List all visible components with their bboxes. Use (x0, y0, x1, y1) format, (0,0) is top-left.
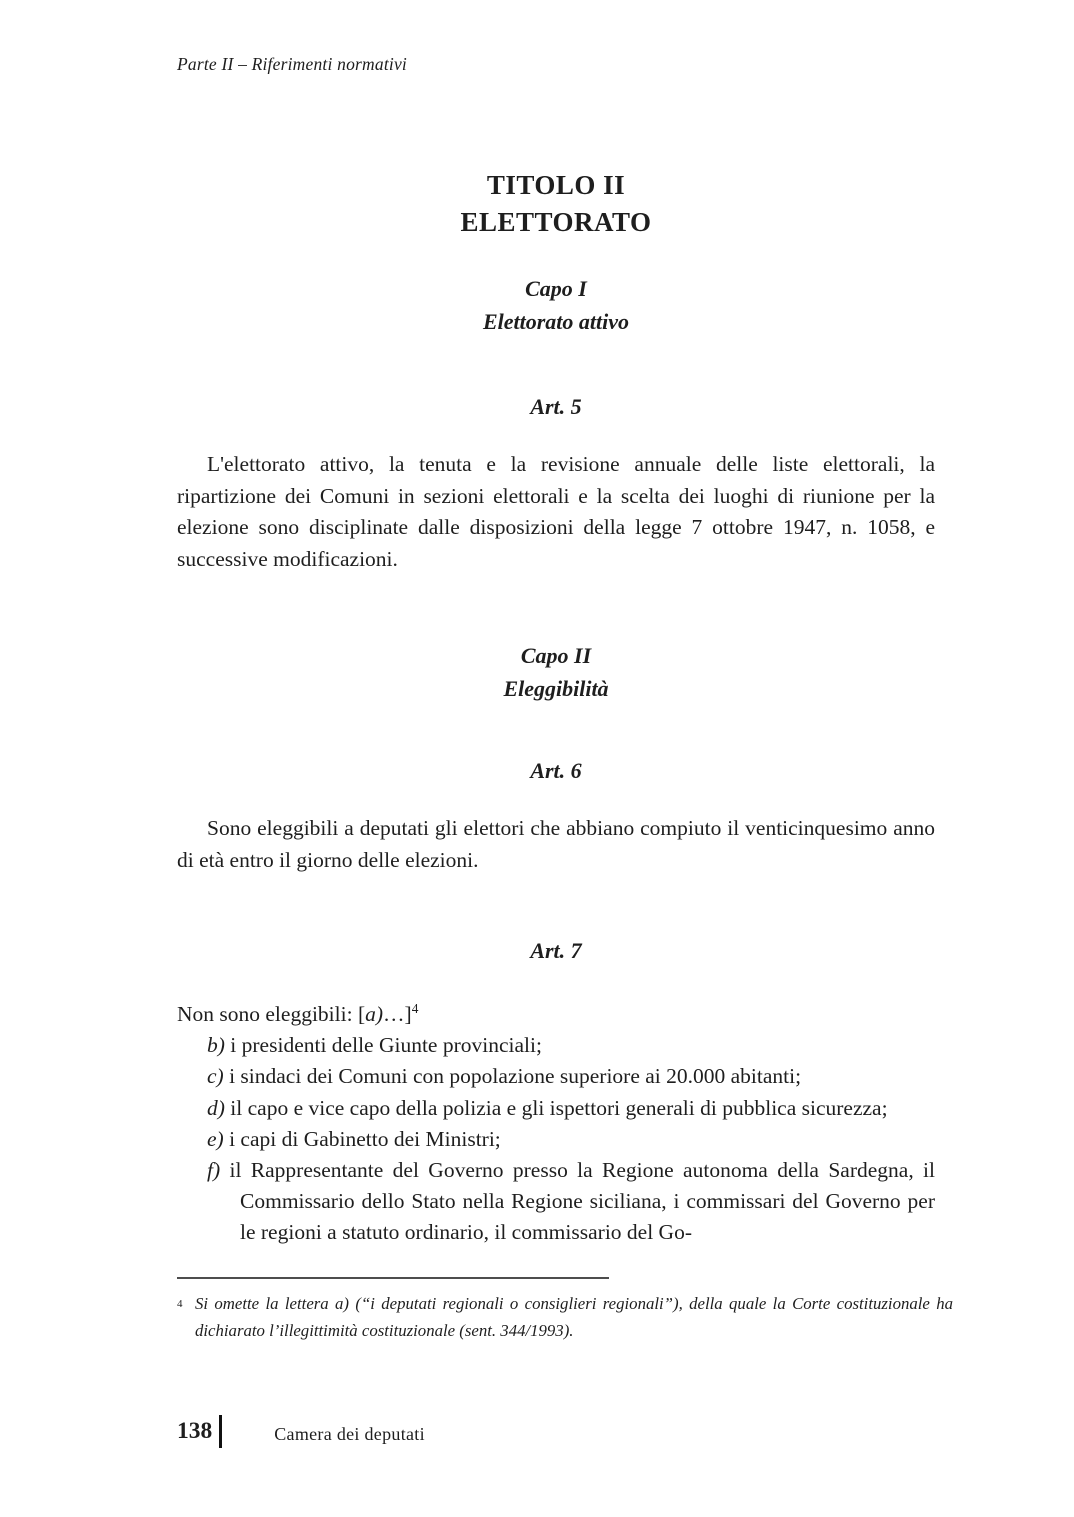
footnote-text: Si omette la lettera a) (“i deputati regionali o consiglieri regionali”), della quale la Corte costituzionale ha dichiarato l’illegittimità costituzionale (sent. 344/1993). (195, 1294, 953, 1340)
article-5-heading: Art. 5 (530, 394, 582, 419)
running-header: Parte II – Riferimenti normativi (177, 54, 407, 74)
page-number: 138 (177, 1418, 213, 1444)
capo-2-subtitle: Eleggibilità (503, 676, 609, 701)
intro-suffix: …] (383, 1002, 412, 1026)
item-letter: f) (207, 1158, 221, 1183)
footnote-reference-mark: 4 (411, 1000, 419, 1016)
capo-1-heading (177, 272, 935, 338)
article-5-body: L'elettorato attivo, la tenuta e la revisione annuale delle liste elettorali, la ripartizione dei Comuni in sezioni elettorali e la scelta dei luoghi di riunione per la elezione sono disciplinate dalle disposizioni della legge 7 ottobre 1947, n. 1058, e successive modificazioni. (177, 452, 935, 571)
article-6-heading: Art. 6 (530, 758, 582, 783)
article-7-list (177, 1030, 935, 1248)
capo-2-heading (177, 639, 935, 705)
item-letter: c) (207, 1064, 224, 1089)
title-line-2: ELETTORATO (460, 207, 652, 237)
capo-2-label: Capo II (520, 643, 592, 668)
capo-1-label: Capo I (525, 276, 587, 301)
capo-1-subtitle: Elettorato attivo (482, 309, 630, 334)
footer-divider-bar (219, 1415, 222, 1448)
intro-italic-letter: a) (365, 1002, 384, 1026)
list-item-b (177, 1030, 935, 1061)
list-item-d (177, 1093, 935, 1124)
page-footer (177, 1415, 935, 1449)
document-title (177, 167, 935, 241)
item-text: i capi di Gabinetto dei Ministri; (223, 1126, 501, 1151)
title-line-1: TITOLO II (486, 170, 626, 200)
item-letter: b) (207, 1033, 225, 1058)
intro-prefix: Non sono eleggibili: [ (177, 1002, 366, 1026)
item-letter: d) (207, 1095, 225, 1120)
item-text: i sindaci dei Comuni con popolazione superiore ai 20.000 abitanti; (223, 1064, 802, 1089)
article-7-heading: Art. 7 (530, 938, 582, 963)
article-7-body (177, 999, 935, 1249)
item-text: il Rappresentante del Governo presso la Regione autonoma della Sardegna, il Commissario dello Stato nella Regione siciliana, i commissari del Governo per le regioni a statuto ordinario, il commissario del Go- (220, 1158, 935, 1245)
footnote-number: 4 (177, 1298, 183, 1310)
article-7-intro (177, 999, 935, 1030)
item-letter: e) (207, 1126, 224, 1151)
footnote-separator-rule (177, 1277, 609, 1279)
list-item-f (177, 1155, 935, 1249)
footnote (177, 1290, 953, 1344)
article-6-body: Sono eleggibili a deputati gli elettori che abbiano compiuto il venticinquesimo anno di età entro il giorno delle elezioni. (177, 816, 935, 872)
list-item-e (177, 1124, 935, 1155)
publisher-label: Camera dei deputati (274, 1424, 425, 1444)
item-text: i presidenti delle Giunte provinciali; (224, 1033, 542, 1058)
list-item-c (177, 1061, 935, 1092)
item-text: il capo e vice capo della polizia e gli ispettori generali di pubblica sicurezza; (224, 1095, 888, 1120)
